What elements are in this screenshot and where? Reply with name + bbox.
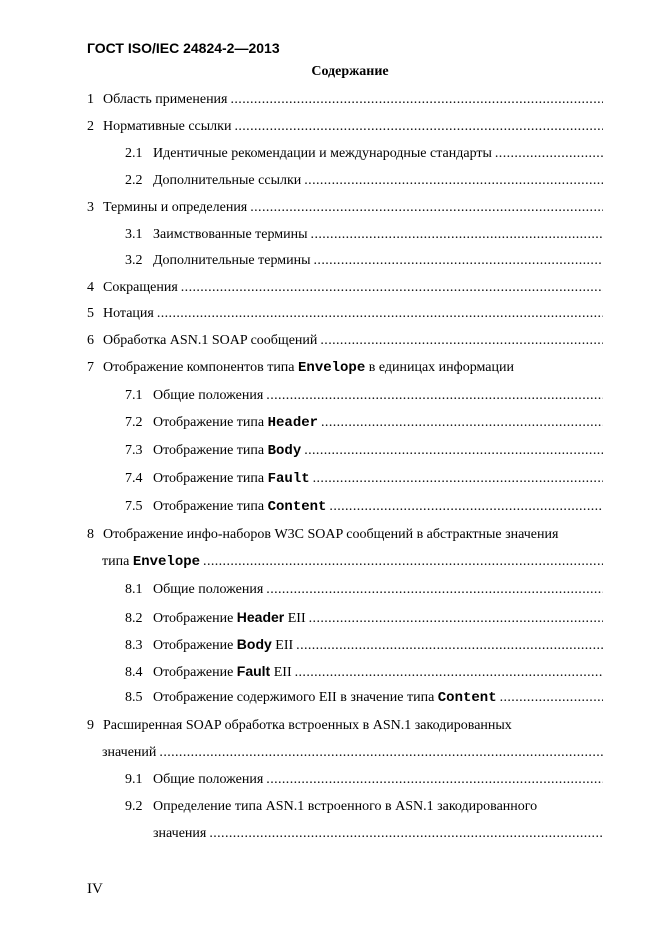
- toc-entry-6[interactable]: 6 Обработка ASN.1 SOAP сообщений .....: [87, 332, 603, 350]
- toc-entry-2-1[interactable]: 2.1 Идентичные рекомендации и международные стандарты .....: [125, 145, 603, 163]
- dot-leader: [295, 664, 603, 682]
- dot-leader: [266, 387, 603, 405]
- toc-entry-7-4[interactable]: 7.4 Отображение типа Fault .....: [125, 470, 603, 488]
- toc-entry-9-1[interactable]: 9.1 Общие положения .....: [125, 771, 603, 789]
- dot-leader: [495, 145, 603, 163]
- dot-leader: [311, 226, 603, 244]
- toc-entry-7[interactable]: 7 Отображение компонентов типа Envelope в единицах информации: [87, 360, 514, 376]
- dot-leader: [250, 199, 603, 217]
- dot-leader: [304, 442, 603, 460]
- toc-entry-3-2[interactable]: 3.2 Дополнительные термины .....: [125, 252, 603, 270]
- toc-entry-2-2[interactable]: 2.2 Дополнительные ссылки .....: [125, 172, 603, 190]
- code-term: Header: [267, 415, 319, 431]
- toc-entry-5[interactable]: 5 Нотация .....: [87, 305, 603, 323]
- code-term: Body: [267, 443, 302, 459]
- code-term: Content: [267, 499, 327, 515]
- dot-leader: [266, 581, 603, 599]
- element-term: Fault: [236, 663, 271, 679]
- standard-designation: ГОСТ ISO/IEC 24824-2—2013: [87, 40, 280, 56]
- toc-entry-7-1[interactable]: 7.1 Общие положения .....: [125, 387, 603, 405]
- toc-entry-9-2[interactable]: 9.2 Определение типа ASN.1 встроенного в ASN.1 закодированного: [125, 799, 538, 814]
- page-number: IV: [87, 881, 103, 897]
- toc-entry-7-2[interactable]: 7.2 Отображение типа Header .....: [125, 414, 603, 432]
- toc-entry-8[interactable]: 8 Отображение инфо-наборов W3C SOAP сообщений в абстрактные значения: [87, 527, 559, 542]
- dot-leader: [329, 498, 603, 516]
- dot-leader: [296, 637, 603, 655]
- dot-leader: [320, 332, 603, 350]
- toc-entry-3-1[interactable]: 3.1 Заимствованные термины .....: [125, 226, 603, 244]
- toc-entry-7-5[interactable]: 7.5 Отображение типа Content .....: [125, 498, 603, 516]
- dot-leader: [314, 252, 603, 270]
- toc-entry-9[interactable]: 9 Расширенная SOAP обработка встроенных в ASN.1 закодированных: [87, 718, 512, 733]
- dot-leader: [159, 744, 603, 762]
- code-term: Envelope: [298, 360, 366, 376]
- dot-leader: [203, 553, 603, 571]
- toc-entry-4[interactable]: 4 Сокращения .....: [87, 279, 603, 297]
- dot-leader: [234, 118, 603, 136]
- code-term: Envelope: [132, 554, 201, 570]
- toc-entry-1[interactable]: 1 Область применения .....: [87, 91, 603, 109]
- dot-leader: [313, 470, 603, 488]
- dot-leader: [321, 414, 603, 432]
- toc-heading: Содержание: [311, 64, 389, 79]
- toc-entry-2[interactable]: 2 Нормативные ссылки .....: [87, 118, 603, 136]
- toc-entry-8-3[interactable]: 8.3 Отображение Body EII .....: [125, 635, 603, 655]
- element-term: Header: [236, 609, 285, 625]
- dot-leader: [181, 279, 603, 297]
- toc-entry-9-2-continuation[interactable]: значения .....: [153, 825, 603, 843]
- toc-entry-8-5[interactable]: 8.5 Отображение содержимого EII в значение типа Content .....: [125, 689, 603, 707]
- dot-leader: [500, 689, 603, 707]
- element-term: Body: [236, 636, 272, 652]
- dot-leader: [309, 610, 603, 628]
- toc-entry-8-1[interactable]: 8.1 Общие положения .....: [125, 581, 603, 599]
- toc-entry-3[interactable]: 3 Термины и определения .....: [87, 199, 603, 217]
- code-term: Content: [437, 690, 497, 706]
- toc-entry-9-continuation[interactable]: значений .....: [102, 744, 603, 762]
- toc-entry-8-2[interactable]: 8.2 Отображение Header EII .....: [125, 608, 603, 628]
- dot-leader: [304, 172, 603, 190]
- dot-leader: [231, 91, 604, 109]
- toc-entry-8-4[interactable]: 8.4 Отображение Fault EII .....: [125, 662, 603, 682]
- dot-leader: [209, 825, 603, 843]
- toc-entry-8-continuation[interactable]: типа Envelope .....: [102, 553, 603, 571]
- dot-leader: [266, 771, 603, 789]
- code-term: Fault: [267, 471, 310, 487]
- dot-leader: [157, 305, 603, 323]
- toc-entry-7-3[interactable]: 7.3 Отображение типа Body .....: [125, 442, 603, 460]
